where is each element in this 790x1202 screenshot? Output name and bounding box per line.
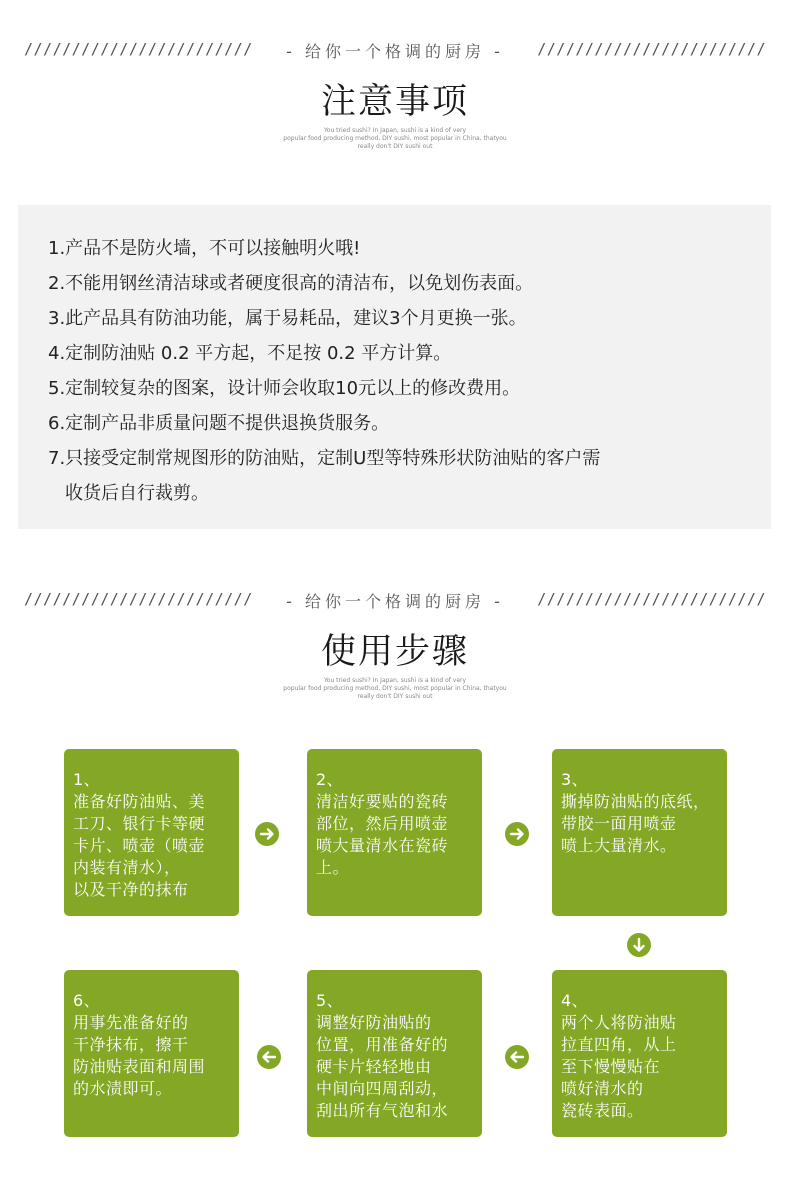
step-card-6 [64, 970, 239, 1137]
note-item: 2.不能用钢丝清洁球或者硬度很高的清洁布，以免划伤表面。 [48, 273, 534, 294]
note-item: 1.产品不是防火墙，不可以接触明火哦! [48, 238, 361, 259]
step-number: 6、 [73, 991, 101, 1010]
step-card-3 [552, 749, 727, 916]
step-text: 调整好防油贴的 位置，用准备好的 硬卡片轻轻地由 中间向四周刮动， 刮出所有气泡和水 [316, 1013, 449, 1120]
step-text: 撕掉防油贴的底纸， 带胶一面用喷壶 喷上大量清水。 [561, 792, 710, 855]
step-text: 清洁好要贴的瓷砖 部位，然后用喷壶 喷大量清水在瓷砖 上。 [316, 792, 449, 877]
decorative-slashes-left: //////////////////////// [24, 590, 253, 608]
note-item: 7.只接受定制常规图形的防油贴，定制U型等特殊形状防油贴的客户需 [48, 448, 601, 469]
step-card-2 [307, 749, 482, 916]
step-number: 4、 [561, 991, 589, 1010]
step-number: 5、 [316, 991, 344, 1010]
subtitle-line: You tried sushi? In Japan, sushi is a kind of very [323, 677, 467, 684]
subtitle-line: really don't DIY sushi out [357, 693, 433, 700]
step-number: 2、 [316, 770, 344, 789]
step-text: 两个人将防油贴 拉直四角，从上 至下慢慢贴在 喷好清水的 瓷砖表面。 [561, 1013, 677, 1120]
section-title-steps: 使用步骤 [320, 632, 469, 672]
arrow-right-circle-icon [504, 821, 530, 847]
subtitle-line: You tried sushi? In Japan, sushi is a kind of very [323, 127, 467, 134]
section-subtitle-steps [262, 677, 528, 701]
header-banner [0, 586, 790, 616]
subtitle-line: popular food producing method, DIY sushi, most popular in China, thatyou [283, 685, 507, 692]
notes-panel [18, 205, 771, 529]
subtitle-line: really don't DIY sushi out [357, 143, 433, 150]
header-banner [0, 36, 790, 66]
step-card-1 [64, 749, 239, 916]
note-item: 3.此产品具有防油功能，属于易耗品，建议3个月更换一张。 [48, 308, 527, 329]
decorative-slashes-right: //////////////////////// [537, 40, 766, 58]
arrow-left-circle-icon [256, 1044, 282, 1070]
step-card-4 [552, 970, 727, 1137]
arrow-right-circle-icon [254, 821, 280, 847]
note-item: 6.定制产品非质量问题不提供退换货服务。 [48, 413, 390, 434]
note-item: 5.定制较复杂的图案，设计师会收取10元以上的修改费用。 [48, 378, 521, 399]
section-title-notes: 注意事项 [320, 82, 469, 122]
notes-list [48, 231, 748, 511]
note-item-continuation: 收货后自行裁剪。 [65, 483, 209, 504]
step-card-5 [307, 970, 482, 1137]
tagline: - 给你一个格调的厨房 - [286, 592, 504, 611]
step-text: 用事先准备好的 干净抹布，擦干 防油贴表面和周围 的水渍即可。 [73, 1013, 206, 1098]
tagline: - 给你一个格调的厨房 - [286, 42, 504, 61]
section-subtitle-notes [262, 127, 528, 151]
note-item: 4.定制防油贴 0.2 平方起，不足按 0.2 平方计算。 [48, 343, 452, 364]
arrow-down-circle-icon [626, 932, 652, 958]
subtitle-line: popular food producing method, DIY sushi, most popular in China, thatyou [283, 135, 507, 142]
step-number: 3、 [561, 770, 589, 789]
step-text: 准备好防油贴、美 工刀、银行卡等硬 卡片、喷壶（喷壶 内装有清水）， 以及干净的抹布 [73, 792, 206, 899]
step-number: 1、 [73, 770, 101, 789]
decorative-slashes-right: //////////////////////// [537, 590, 766, 608]
arrow-left-circle-icon [504, 1044, 530, 1070]
decorative-slashes-left: //////////////////////// [24, 40, 253, 58]
